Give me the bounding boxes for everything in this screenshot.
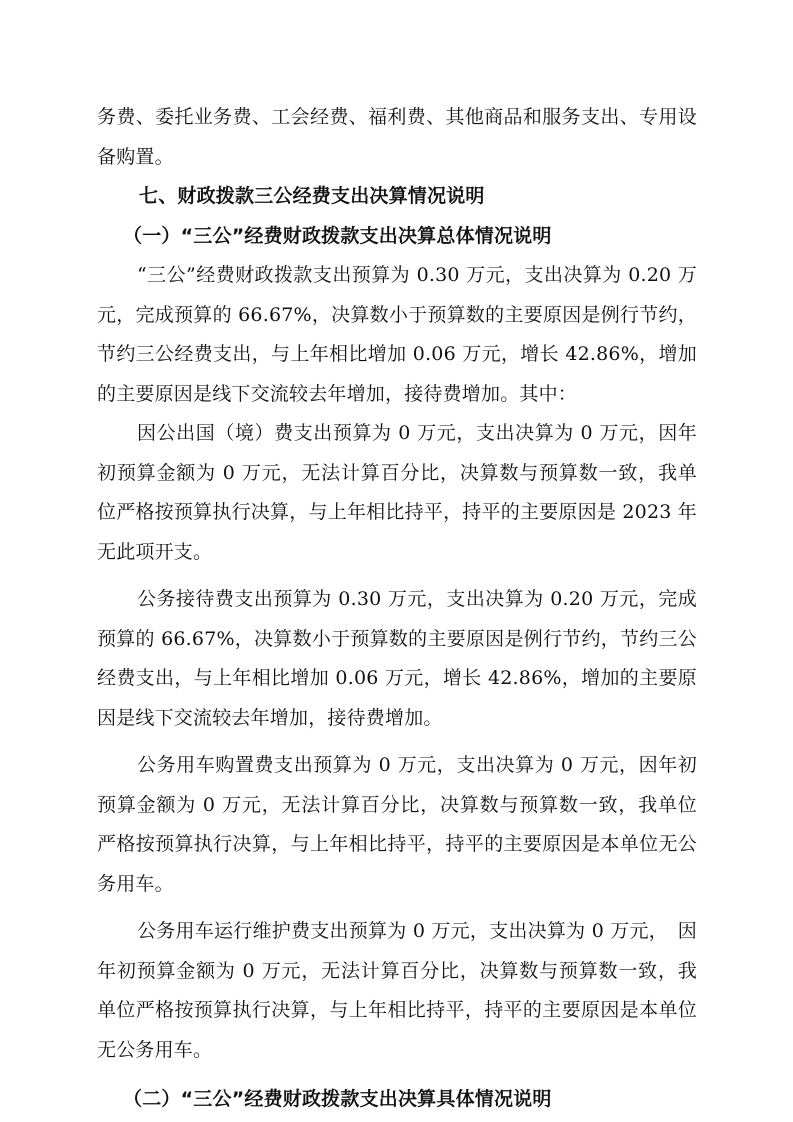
vehicle-operation-paragraph: 公务用车运行维护费支出预算为 0 万元，支出决算为 0 万元， 因年初预算金额为 0 万元，无法计算百分比，决算数与预算数一致，我单位严格按预算执行决算，与上年相比持平，持平的主要原因是本单位无公务用车。 <box>97 920 697 1061</box>
subsection-two-heading: （二）“三公”经费财政拨款支出决算具体情况说明 <box>123 1088 552 1110</box>
continued-paragraph: 务费、委托业务费、工会经费、福利费、其他商品和服务支出、专用设备购置。 <box>97 106 697 168</box>
subsection-one-heading: （一）“三公”经费财政拨款支出决算总体情况说明 <box>123 224 552 247</box>
page-body <box>97 98 697 1120</box>
vehicle-purchase-paragraph: 公务用车购置费支出预算为 0 万元，支出决算为 0 万元，因年初预算金额为 0 万元，无法计算百分比，决算数与预算数一致，我单位严格按预算执行决算，与上年相比持平，持平的主要原因是本单位无公务用车。 <box>97 754 697 895</box>
overall-summary-paragraph: “三公”经费财政拨款支出预算为 0.30 万元，支出决算为 0.20 万元，完成预算的 66.67%，决算数小于预算数的主要原因是例行节约，节约三公经费支出，与上年相比增加 0.06 万元，增长 42.86%，增加的主要原因是线下交流较去年增加，接待费增加。其中： <box>97 264 697 405</box>
reception-expense-paragraph: 公务接待费支出预算为 0.30 万元，支出决算为 0.20 万元，完成预算的 66.67%，决算数小于预算数的主要原因是例行节约，节约三公经费支出，与上年相比增加 0.06 万元，增长 42.86%，增加的主要原因是线下交流较去年增加，接待费增加。 <box>97 588 697 729</box>
abroad-expense-paragraph: 因公出国（境）费支出预算为 0 万元，支出决算为 0 万元，因年初预算金额为 0 万元，无法计算百分比，决算数与预算数一致，我单位严格按预算执行决算，与上年相比持平，持平的主要原因是 2023 年无此项开支。 <box>97 422 697 563</box>
section-seven-heading: 七、财政拨款三公经费支出决算情况说明 <box>139 185 485 207</box>
